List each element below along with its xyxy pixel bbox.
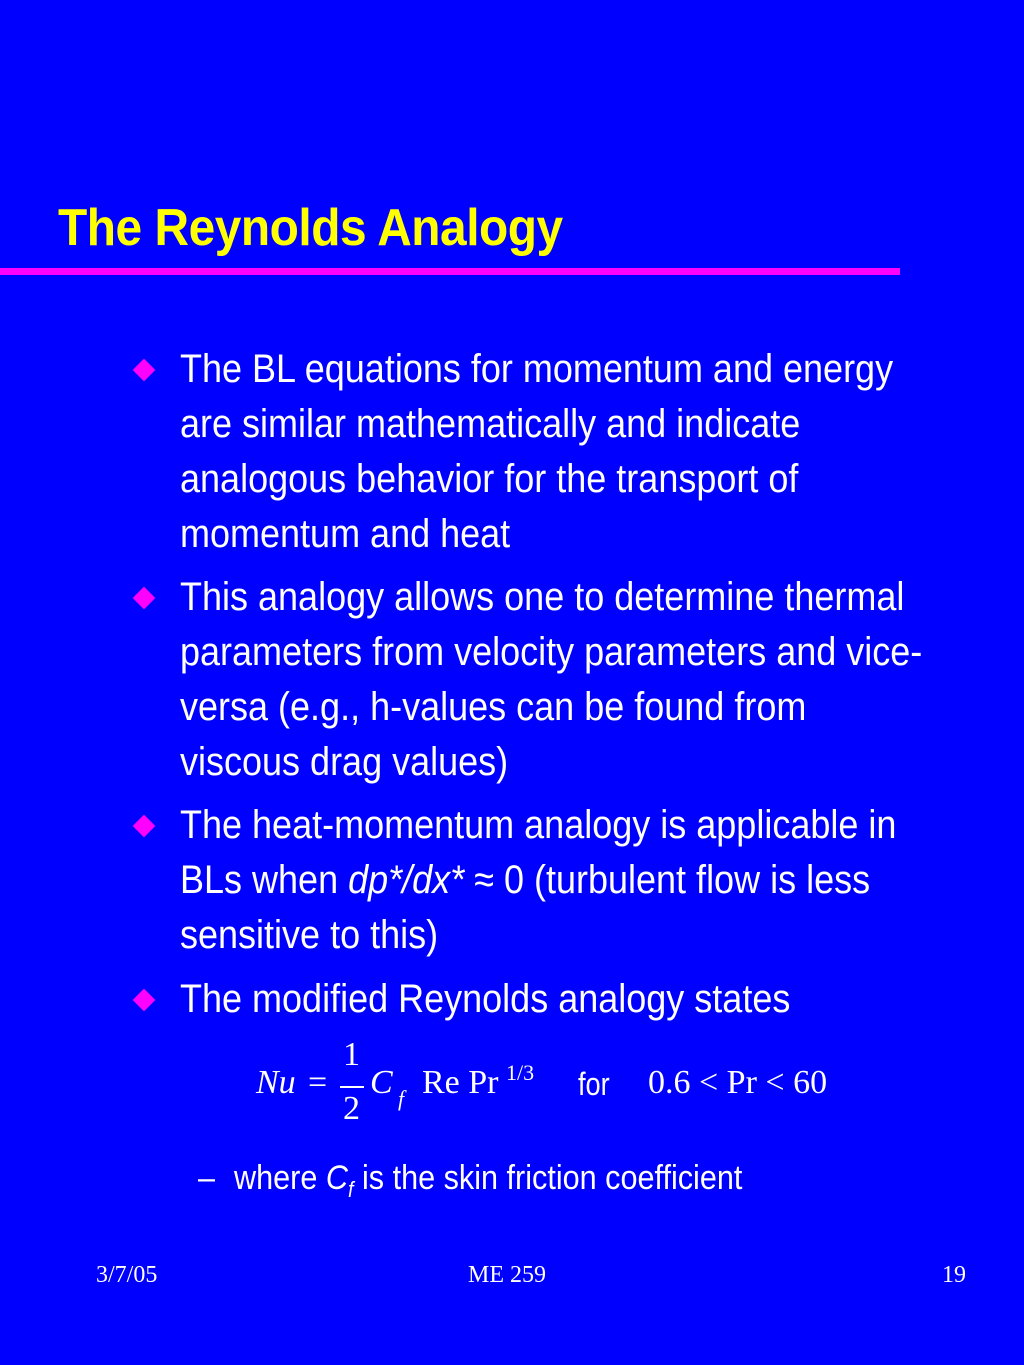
bullet-2-line-4: viscous drag values)	[180, 740, 509, 784]
formula-re-pr: Re Pr	[422, 1064, 499, 1101]
diamond-bullet-icon	[133, 587, 156, 610]
bullet-2-line-2: parameters from velocity parameters and vice-	[180, 630, 923, 674]
sub-bullet-cf-subscript: f	[347, 1177, 354, 1202]
formula-exponent: 1/3	[506, 1060, 535, 1085]
title-underline	[0, 268, 900, 275]
formula-numerator: 1	[343, 1036, 360, 1073]
sub-bullet	[198, 1156, 742, 1204]
bullet-1-line-3: analogous behavior for the transport of	[180, 457, 799, 501]
diamond-bullet-icon	[133, 989, 156, 1012]
bullet-2-line-3: versa (e.g., h-values can be found from	[180, 685, 807, 729]
footer-page-number: 19	[942, 1262, 966, 1288]
bullet-2-line-1: This analogy allows one to determine thermal	[180, 575, 905, 619]
bullet-3-text	[180, 798, 900, 963]
sub-bullet-cf: C	[325, 1159, 348, 1197]
bullet-4-text	[180, 972, 900, 1027]
formula-nu: Nu	[256, 1064, 296, 1101]
formula-denominator: 2	[343, 1090, 360, 1127]
bullet-3-line-2-post: ≈ 0 (turbulent flow is less	[464, 858, 871, 902]
pressure-gradient-term: dp*/dx*	[348, 858, 465, 902]
diamond-bullet-icon	[133, 359, 156, 382]
formula-range: 0.6 < Pr < 60	[648, 1064, 828, 1101]
bullet-3-line-2	[180, 853, 900, 908]
formula-cf-subscript: f	[398, 1086, 405, 1111]
diamond-bullet-icon	[133, 815, 156, 838]
bullet-1-line-4: momentum and heat	[180, 512, 511, 556]
sub-bullet-dash: –	[198, 1159, 216, 1197]
bullet-1-line-1: The BL equations for momentum and energy	[180, 347, 894, 391]
footer-course: ME 259	[468, 1262, 546, 1288]
sub-bullet-post: is the skin friction coefficient	[353, 1159, 743, 1197]
formula-equals: =	[308, 1064, 328, 1101]
fraction-bar	[340, 1086, 364, 1088]
bullet-3-line-1: The heat-momentum analogy is applicable in	[180, 803, 897, 847]
bullet-3-line-2-pre: BLs when	[180, 858, 349, 902]
bullet-1-line-2: are similar mathematically and indicate	[180, 402, 801, 446]
bullet-3-line-3: sensitive to this)	[180, 913, 439, 957]
bullet-4-line-1: The modified Reynolds analogy states	[180, 977, 791, 1021]
formula-cf: C	[370, 1064, 393, 1101]
sub-bullet-pre: where	[234, 1159, 326, 1197]
bullet-2-text	[180, 570, 923, 790]
footer-date: 3/7/05	[96, 1262, 158, 1288]
slide-title: The Reynolds Analogy	[58, 199, 563, 257]
bullet-1-text	[180, 342, 900, 562]
reynolds-analogy-formula	[256, 1036, 876, 1140]
formula-for-word: for	[578, 1066, 610, 1102]
